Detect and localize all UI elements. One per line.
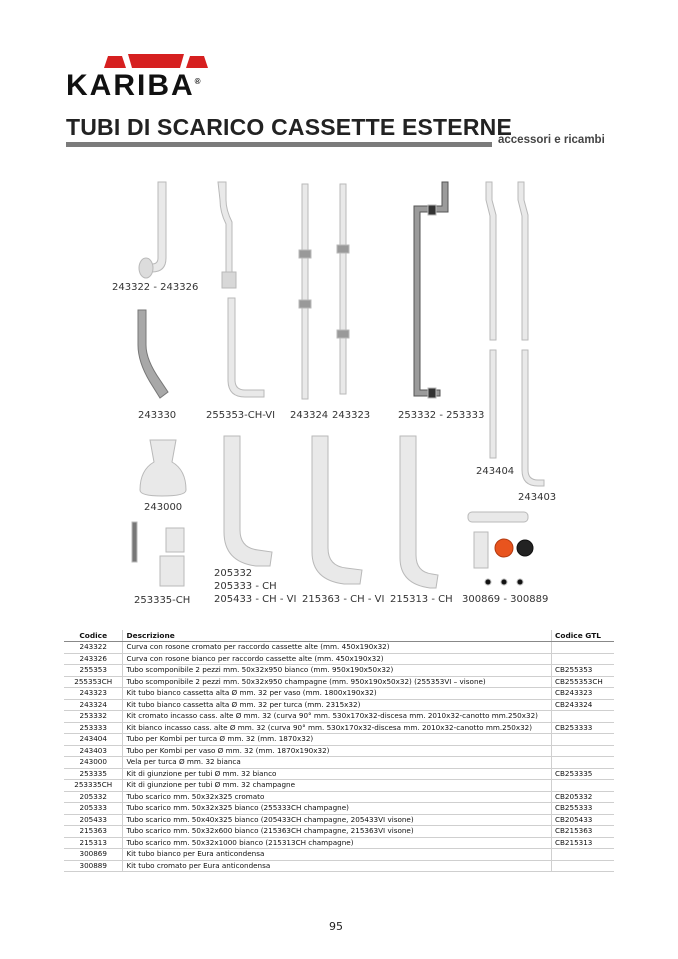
- cell-gtl: CB255353: [551, 665, 614, 677]
- cell-desc: Kit tubo cromato per Eura anticondensa: [123, 860, 552, 872]
- vela-243000: [140, 440, 186, 496]
- page-title: TUBI DI SCARICO CASSETTE ESTERNE: [66, 114, 512, 140]
- kit-253335-c: [160, 556, 184, 586]
- label-215363: 215363 - CH - VI: [302, 594, 385, 605]
- table-row: [64, 826, 614, 838]
- cell-desc: Tubo scomponibile 2 pezzi mm. 50x32x950 bianco (mm. 950x190x50x32): [123, 665, 552, 677]
- label-243000: 243000: [144, 502, 183, 513]
- cell-gtl: CB253333: [551, 722, 614, 734]
- pipe-215313: [400, 436, 438, 588]
- table-row: [64, 757, 614, 769]
- kit-300869-pipe: [468, 512, 528, 522]
- pipe-243404: [486, 182, 496, 340]
- label-255353: 255353-CH-VI: [206, 410, 276, 421]
- page-number: 95: [329, 920, 343, 933]
- cell-code: 243323: [64, 688, 123, 700]
- pipe-205332: [224, 436, 272, 566]
- cell-gtl: [551, 745, 614, 757]
- cell-desc: Kit cromato incasso cass. alte Ø mm. 32 (curva 90° mm. 530x170x32-discesa mm. 2010x32-canotto mm.250x32): [123, 711, 552, 723]
- cell-desc: Tubo per Kombi per turca Ø mm. 32 (mm. 1870x32): [123, 734, 552, 746]
- cell-code: 255353CH: [64, 676, 123, 688]
- cell-code: 253332: [64, 711, 123, 723]
- product-illustrations: [0, 160, 678, 620]
- label-243324: 243324: [290, 410, 329, 421]
- cell-desc: Vela per turca Ø mm. 32 bianca: [123, 757, 552, 769]
- rosette-243322: [139, 258, 153, 278]
- table-row: [64, 837, 614, 849]
- table-row: [64, 860, 614, 872]
- label-253335: 253335-CH: [134, 595, 191, 606]
- table-row: [64, 722, 614, 734]
- pipe-243324: [302, 184, 308, 399]
- cell-code: 215363: [64, 826, 123, 838]
- cell-gtl: [551, 780, 614, 792]
- title-underline: [66, 142, 492, 147]
- kit-253335-a: [132, 522, 137, 562]
- brand-name: KARIBA®: [66, 69, 203, 102]
- cell-desc: Tubo scarico mm. 50x32x325 bianco (255333CH champagne): [123, 803, 552, 815]
- cell-gtl: CB255333: [551, 803, 614, 815]
- cell-desc: Tubo per Kombi per vaso Ø mm. 32 (mm. 1870x190x32): [123, 745, 552, 757]
- cell-code: 300869: [64, 849, 123, 861]
- table-header-row: [64, 630, 614, 642]
- cell-gtl: CB215363: [551, 826, 614, 838]
- pipe-243403: [518, 182, 528, 340]
- cell-gtl: CB255353CH: [551, 676, 614, 688]
- pipe-215363: [312, 436, 362, 584]
- cell-code: 300889: [64, 860, 123, 872]
- label-243404: 243404: [476, 466, 515, 477]
- table-row: [64, 676, 614, 688]
- table-row: [64, 849, 614, 861]
- cell-desc: Tubo scarico mm. 50x32x325 cromato: [123, 791, 552, 803]
- table-row: [64, 803, 614, 815]
- pipe-255353-bottom: [228, 298, 264, 397]
- table-row: [64, 688, 614, 700]
- label-243323: 243323: [332, 410, 371, 421]
- cell-code: 255353: [64, 665, 123, 677]
- cell-gtl: [551, 734, 614, 746]
- cell-gtl: CB205433: [551, 814, 614, 826]
- pipe-243323: [340, 184, 346, 394]
- cell-code: 205332: [64, 791, 123, 803]
- table-row: [64, 653, 614, 665]
- cell-code: 205333: [64, 803, 123, 815]
- cell-code: 253335CH: [64, 780, 123, 792]
- cell-desc: Kit tubo bianco cassetta alta Ø mm. 32 per vaso (mm. 1800x190x32): [123, 688, 552, 700]
- cell-code: 243322: [64, 642, 123, 654]
- cell-desc: Tubo scarico mm. 50x32x600 bianco (215363CH champagne, 215363VI visone): [123, 826, 552, 838]
- cell-gtl: [551, 653, 614, 665]
- cell-code: 253335: [64, 768, 123, 780]
- cell-code: 243403: [64, 745, 123, 757]
- cell-desc: Kit di giunzione per tubi Ø mm. 32 champagne: [123, 780, 552, 792]
- label-243330: 243330: [138, 410, 177, 421]
- cell-code: 243324: [64, 699, 123, 711]
- pipe-243330: [138, 310, 168, 398]
- table-row: [64, 768, 614, 780]
- cell-desc: Tubo scarico mm. 50x32x1000 bianco (215313CH champagne): [123, 837, 552, 849]
- label-243322: 243322 - 243326: [112, 282, 199, 293]
- cell-gtl: CB253335: [551, 768, 614, 780]
- cell-gtl: [551, 757, 614, 769]
- label-205332: 205332: [214, 568, 253, 579]
- cell-desc: Curva con rosone bianco per raccordo cassette alte (mm. 450x190x32): [123, 653, 552, 665]
- cell-gtl: [551, 849, 614, 861]
- joint-255353: [222, 272, 236, 288]
- kit-253335-b: [166, 528, 184, 552]
- page-subtitle: accessori e ricambi: [498, 134, 605, 146]
- cell-code: 205433: [64, 814, 123, 826]
- table-row: [64, 780, 614, 792]
- cell-gtl: [551, 642, 614, 654]
- cell-gtl: [551, 711, 614, 723]
- cell-gtl: [551, 860, 614, 872]
- cell-code: 243000: [64, 757, 123, 769]
- header-code: Codice: [64, 630, 123, 642]
- table-row: [64, 642, 614, 654]
- label-253332: 253332 - 253333: [398, 410, 485, 421]
- cell-gtl: CB243324: [551, 699, 614, 711]
- cell-desc: Tubo scarico mm. 50x40x325 bianco (205433CH champagne, 205433VI visone): [123, 814, 552, 826]
- cell-code: 215313: [64, 837, 123, 849]
- cell-gtl: CB243323: [551, 688, 614, 700]
- cell-desc: Curva con rosone cromato per raccordo cassette alte (mm. 450x190x32): [123, 642, 552, 654]
- table-row: [64, 745, 614, 757]
- cell-desc: Kit tubo bianco cassetta alta Ø mm. 32 per turca (mm. 2315x32): [123, 699, 552, 711]
- cell-code: 253333: [64, 722, 123, 734]
- table-row: [64, 814, 614, 826]
- header-gtl-code: Codice GTL: [551, 630, 614, 642]
- table-row: [64, 665, 614, 677]
- cell-gtl: CB215313: [551, 837, 614, 849]
- pipe-255353-top: [218, 182, 232, 272]
- product-table: [64, 630, 614, 872]
- cell-gtl: CB205332: [551, 791, 614, 803]
- cell-desc: Kit di giunzione per tubi Ø mm. 32 bianco: [123, 768, 552, 780]
- cell-code: 243404: [64, 734, 123, 746]
- table-row: [64, 791, 614, 803]
- label-300869: 300869 - 300889: [462, 594, 549, 605]
- cell-code: 243326: [64, 653, 123, 665]
- cell-desc: Kit bianco incasso cass. alte Ø mm. 32 (curva 90° mm. 530x170x32-discesa mm. 2010x32-canotto mm.250x32): [123, 722, 552, 734]
- table-row: [64, 699, 614, 711]
- cell-desc: Kit tubo bianco per Eura anticondensa: [123, 849, 552, 861]
- table-row: [64, 711, 614, 723]
- label-243403: 243403: [518, 492, 557, 503]
- label-205333: 205333 - CH: [214, 581, 277, 592]
- label-205433: 205433 - CH - VI: [214, 594, 297, 605]
- header-description: Descrizione: [123, 630, 552, 642]
- cell-desc: Tubo scomponibile 2 pezzi mm. 50x32x950 champagne (mm. 950x190x50x32) (255353VI – visone): [123, 676, 552, 688]
- label-215313: 215313 - CH: [390, 594, 453, 605]
- table-row: [64, 734, 614, 746]
